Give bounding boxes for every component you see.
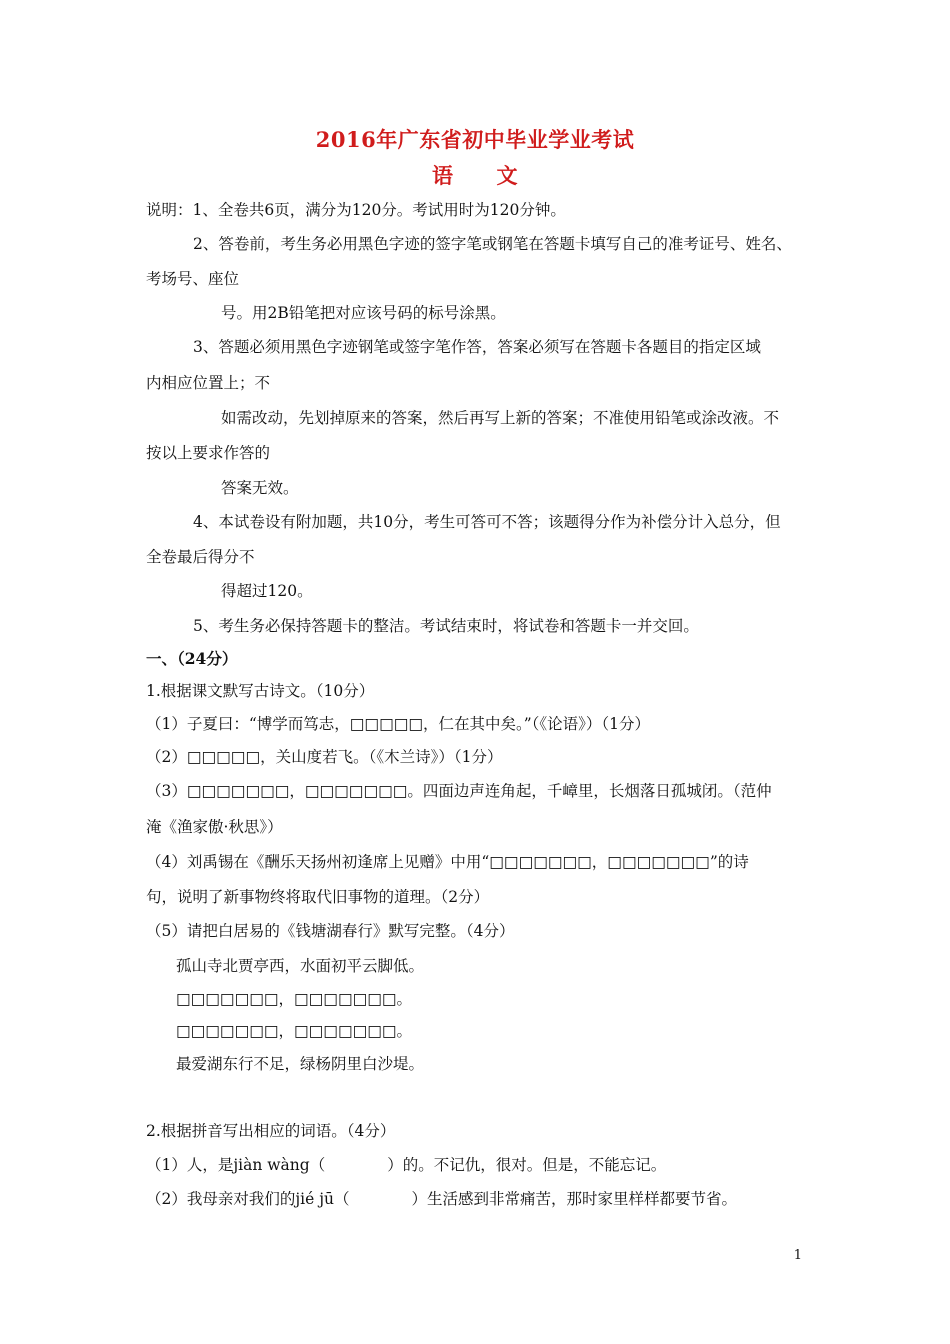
page-number: 1 (793, 1248, 802, 1263)
question-1-part-4: （4）刘禹锡在《酬乐天扬州初逢席上见赠》中用“□□□□□□□，□□□□□□□”的诗 (146, 853, 749, 871)
instruction-line: 按以上要求作答的 (146, 444, 271, 462)
instruction-line: 2、答卷前，考生务必用黑色字迹的签字笔或钢笔在答题卡填写自己的准考证号、姓名、 (193, 235, 792, 253)
poem-line: 最爱湖东行不足，绿杨阴里白沙堤。 (176, 1055, 425, 1073)
instruction-line: 如需改动，先划掉原来的答案，然后再写上新的答案；不准使用铅笔或涂改液。不 (221, 409, 780, 427)
poem-line: □□□□□□□，□□□□□□□。 (176, 990, 413, 1008)
instruction-line: 号。用2B铅笔把对应该号码的标号涂黑。 (221, 304, 506, 322)
exam-title: 2016年广东省初中毕业学业考试 (315, 127, 635, 152)
question-1-part-3: （3）□□□□□□□，□□□□□□□。四面边声连角起，千嶂里，长烟落日孤城闭。（范仲 (146, 782, 772, 800)
poem-line: 孤山寺北贾亭西，水面初平云脚低。 (176, 957, 425, 975)
question-1-part-3-cont: 淹《渔家傲·秋思》） (146, 818, 283, 836)
instruction-line: 全卷最后得分不 (146, 548, 255, 566)
instruction-line: 说明：1、全卷共6页，满分为120分。考试用时为120分钟。 (146, 201, 566, 219)
instruction-line: 3、答题必须用黑色字迹钢笔或签字笔作答，答案必须写在答题卡各题目的指定区域 (193, 338, 761, 356)
instruction-line: 5、考生务必保持答题卡的整洁。考试结束时，将试卷和答题卡一并交回。 (193, 617, 699, 635)
question-2-part-2: （2）我母亲对我们的jié jū（ ）生活感到非常痛苦，那时家里样样都要节省。 (146, 1190, 738, 1208)
question-1-part-1: （1）子夏曰：“博学而笃志，□□□□□，仁在其中矣。”（《论语》）（1分） (146, 715, 651, 733)
question-1-part-4-cont: 句，说明了新事物终将取代旧事物的道理。（2分） (146, 888, 490, 906)
instruction-line: 得超过120。 (221, 582, 313, 600)
poem-line: □□□□□□□，□□□□□□□。 (176, 1022, 413, 1040)
question-2-part-1: （1）人，是jiàn wàng（ ）的。不记仇，很对。但是，不能忘记。 (146, 1156, 667, 1174)
section-heading: 一、（24分） (146, 649, 238, 668)
question-2-prompt: 2.根据拼音写出相应的词语。（4分） (146, 1122, 396, 1140)
question-1-prompt: 1.根据课文默写古诗文。（10分） (146, 682, 375, 700)
subject-title: 语 文 (432, 163, 518, 188)
question-1-part-5: （5）请把白居易的《钱塘湖春行》默写完整。（4分） (146, 922, 515, 940)
instruction-line: 内相应位置上；不 (146, 374, 271, 392)
instruction-line: 答案无效。 (221, 479, 299, 497)
instruction-line: 考场号、座位 (146, 270, 240, 288)
instruction-line: 4、本试卷设有附加题，共10分，考生可答可不答；该题得分作为补偿分计入总分，但 (193, 513, 781, 531)
question-1-part-2: （2）□□□□□，关山度若飞。（《木兰诗》）（1分） (146, 748, 503, 766)
